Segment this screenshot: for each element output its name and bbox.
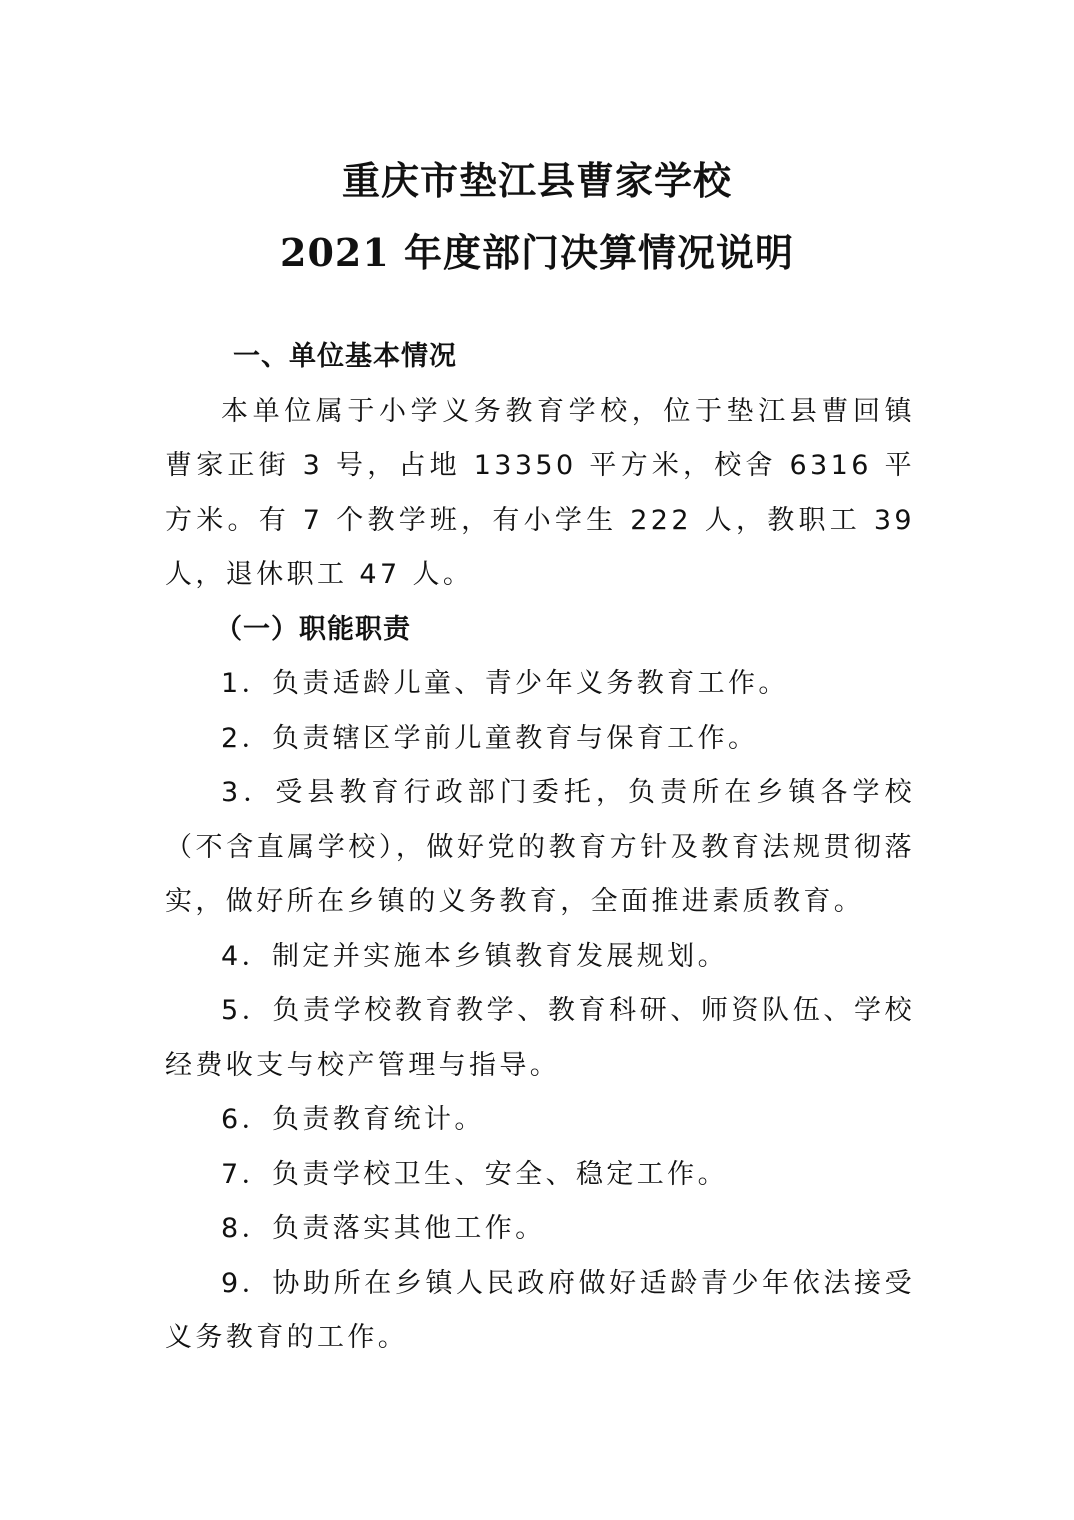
document-body (165, 330, 915, 1366)
document-title-line-2: 2021 年度部门决算情况说明 (280, 230, 794, 275)
subsection-heading: （一）职能职责 (215, 613, 411, 645)
section-heading: 一、单位基本情况 (233, 341, 457, 372)
duty-item-1: 1．负责适龄儿童、青少年义务教育工作。 (221, 668, 789, 699)
duty-item-6: 6．负责教育统计。 (221, 1104, 485, 1135)
duty-item-3: 3．受县教育行政部门委托，负责所在乡镇各学校（不含直属学校），做好党的教育方针及教育法规贯彻落实，做好所在乡镇的义务教育，全面推进素质教育。 (165, 777, 915, 917)
document-title-line-1: 重庆市垫江县曹家学校 (341, 158, 732, 203)
section-paragraph: 本单位属于小学义务教育学校，位于垫江县曹回镇曹家正街 3 号，占地 13350 平方米，校舍 6316 平方米。有 7 个教学班，有小学生 222 人，教职工 39 人，退休职工 47 人。 (165, 395, 915, 590)
duty-item-2: 2．负责辖区学前儿童教育与保育工作。 (221, 722, 759, 754)
duty-item-4: 4．制定并实施本乡镇教育发展规划。 (221, 940, 728, 972)
duty-item-9: 9．协助所在乡镇人民政府做好适龄青少年依法接受义务教育的工作。 (165, 1267, 915, 1353)
duty-item-5: 5．负责学校教育教学、教育科研、师资队伍、学校经费收支与校产管理与指导。 (165, 995, 915, 1081)
duty-item-8: 8．负责落实其他工作。 (221, 1213, 546, 1244)
duty-item-7: 7．负责学校卫生、安全、稳定工作。 (221, 1158, 728, 1190)
